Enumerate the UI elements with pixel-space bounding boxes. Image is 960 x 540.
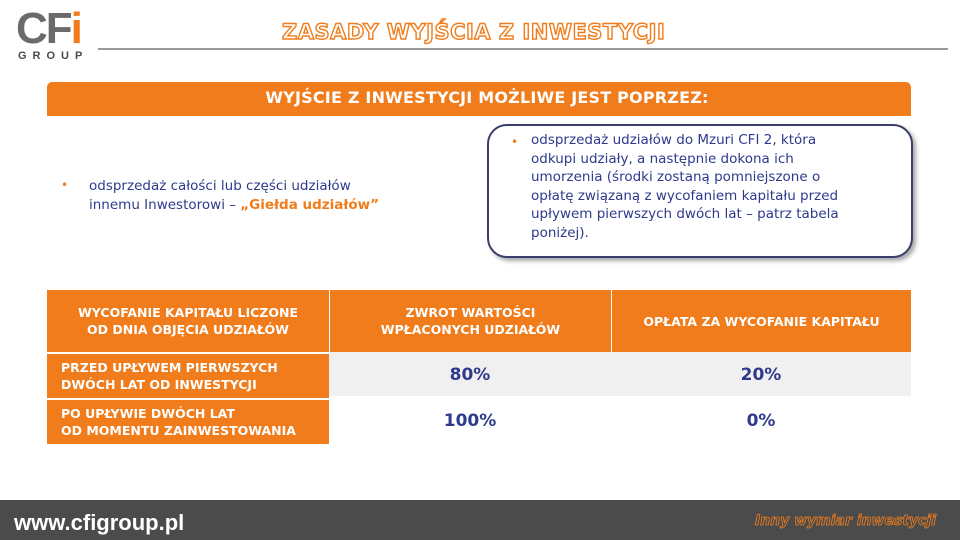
option-left-line2: innemu Inwestorowi – „Giełda udziałów” [89,196,379,213]
page-title: ZASADY WYJŚCIA Z INWESTYCJI [282,20,666,44]
table-header-row [47,290,911,352]
option-left-text [89,177,379,214]
table-cell-zwrot: 80% [449,365,491,385]
cfi-group-logo [14,4,89,64]
option-right-box [487,124,913,258]
table-cell-oplata: 0% [746,411,776,431]
option-right-line: odsprzedaż udziałów do Mzuri CFI 2, która [531,132,817,148]
option-right-line: umorzenia (środki zostaną pomniejszone o [531,169,821,186]
section-banner [47,82,911,116]
option-right-line: poniżej). [531,224,589,241]
table-row-label: PO UPŁYWIE DWÓCH LAT OD MOMENTU ZAINWESTOWANIA [47,398,329,444]
logo-wordmark: CFi [16,4,81,53]
footer-slogan: Inny wymiar inwestycji [754,513,936,529]
footer-bar [0,500,960,540]
header-zwrot: ZWROT WARTOŚCI WPŁACONYCH UDZIAŁÓW [329,290,611,352]
website-link[interactable]: www.cfigroup.pl [14,510,185,535]
option-right-line: upływem pierwszych dwóch lat – patrz tabela [531,206,839,223]
logo-subtext: GROUP [18,50,89,62]
table-cell-oplata: 20% [740,365,782,385]
option-right-line: opłatę związaną z wycofaniem kapitału przed [531,187,839,204]
banner-text: WYJŚCIE Z INWESTYCJI MOŻLIWE JEST POPRZEZ: [265,88,709,107]
header-oplata: OPŁATA ZA WYCOFANIE KAPITAŁU [611,290,911,352]
option-right-text [531,131,839,243]
table-cell-zwrot: 100% [443,411,497,431]
header-wycofanie: WYCOFANIE KAPITAŁU LICZONE OD DNIA OBJĘCIA UDZIAŁÓW [78,305,298,337]
header-divider [98,48,948,50]
bullet-icon: • [511,135,519,149]
bullet-icon: • [61,178,69,192]
table-row-label: PRZED UPŁYWEM PIERWSZYCH DWÓCH LAT OD INWESTYCJI [47,352,329,398]
option-left-box [47,124,465,248]
option-right-line: odkupi udziały, a następnie dokona ich [531,150,794,167]
gielda-udzialow-highlight: „Giełda udziałów” [240,196,379,213]
option-left-line1: odsprzedaż całości lub części udziałów [89,178,351,194]
